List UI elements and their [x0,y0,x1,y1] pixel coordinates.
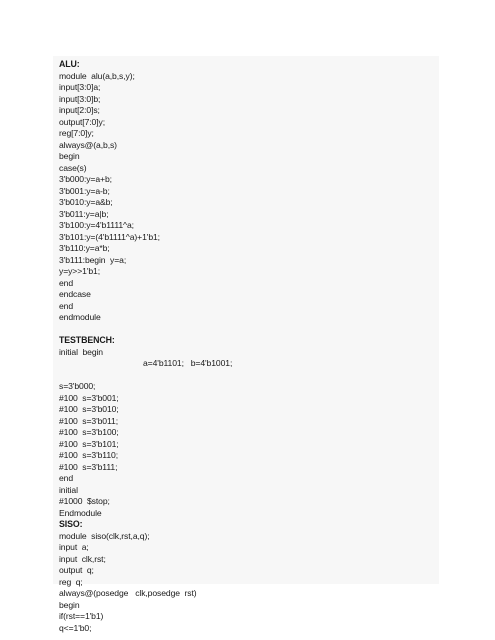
code-line: output[7:0]y; [59,116,105,127]
code-line: if(rst==1'b1) [59,611,104,621]
code-line: #100 s=3'b100; [59,427,119,437]
code-line: input[2:0]s; [59,105,100,115]
code-line: initial [59,484,78,495]
code-line: #100 s=3'b101; [59,438,119,449]
code-line: initial begin [59,346,103,357]
code-line: input clk,rst; [59,553,106,564]
code-line: 3'b001:y=a-b; [59,185,110,196]
code-line: endmodule [59,312,101,322]
code-line: module alu(a,b,s,y); [59,70,135,81]
code-line: 3'b010:y=a&b; [59,197,113,207]
code-line: end [59,277,74,288]
code-line: end [59,300,74,311]
code-line: endcase [59,289,91,299]
code-line: input[3:0]a; [59,82,101,92]
code-line: 3'b111:begin y=a; [59,254,127,265]
code-line: input[3:0]b; [59,93,101,104]
code-line: a=4'b1101; b=4'b1001; [143,358,233,368]
code-line: input a; [59,542,89,552]
code-line: #100 s=3'b111; [59,461,118,472]
code-line: s=3'b000; [59,381,96,391]
document-content [59,59,439,634]
line-gap [59,370,439,382]
code-line: #100 s=3'b110; [59,450,118,460]
alu-heading: ALU: [59,59,80,69]
code-line: case(s) [59,162,87,173]
code-line: reg q; [59,576,83,587]
code-line: #100 s=3'b011; [59,415,118,426]
code-line: module siso(clk,rst,a,q); [59,530,150,541]
code-line: #100 s=3'b001; [59,392,119,403]
code-line: 3'b000:y=a+b; [59,174,112,184]
testbench-code-block [59,347,439,520]
siso-heading: SISO: [59,519,83,529]
code-line: 3'b011:y=a|b; [59,208,109,219]
code-line: always@(posedge clk,posedge rst) [59,588,197,598]
code-line: 3'b101:y=(4'b1111^a)+1'b1; [59,231,160,242]
code-line: end [59,473,74,483]
code-line: 3'b110:y=a*b; [59,243,110,253]
section-gap [59,324,439,336]
code-line: begin [59,599,80,610]
code-line: #1000 $stop; [59,496,110,506]
code-line: reg[7:0]y; [59,128,94,138]
alu-code-block [59,71,439,324]
code-line: begin [59,151,80,161]
code-line: output q; [59,565,94,575]
code-line: q<=1'b0; [59,622,92,633]
testbench-heading: TESTBENCH: [59,335,115,345]
siso-code-block [59,531,439,635]
code-line: Endmodule [59,507,102,518]
code-line: always@(a,b,s) [59,139,117,150]
code-line: y=y>>1'b1; [59,266,101,276]
code-line: 3'b100:y=4'b1111^a; [59,220,134,230]
code-line: #100 s=3'b010; [59,404,119,414]
